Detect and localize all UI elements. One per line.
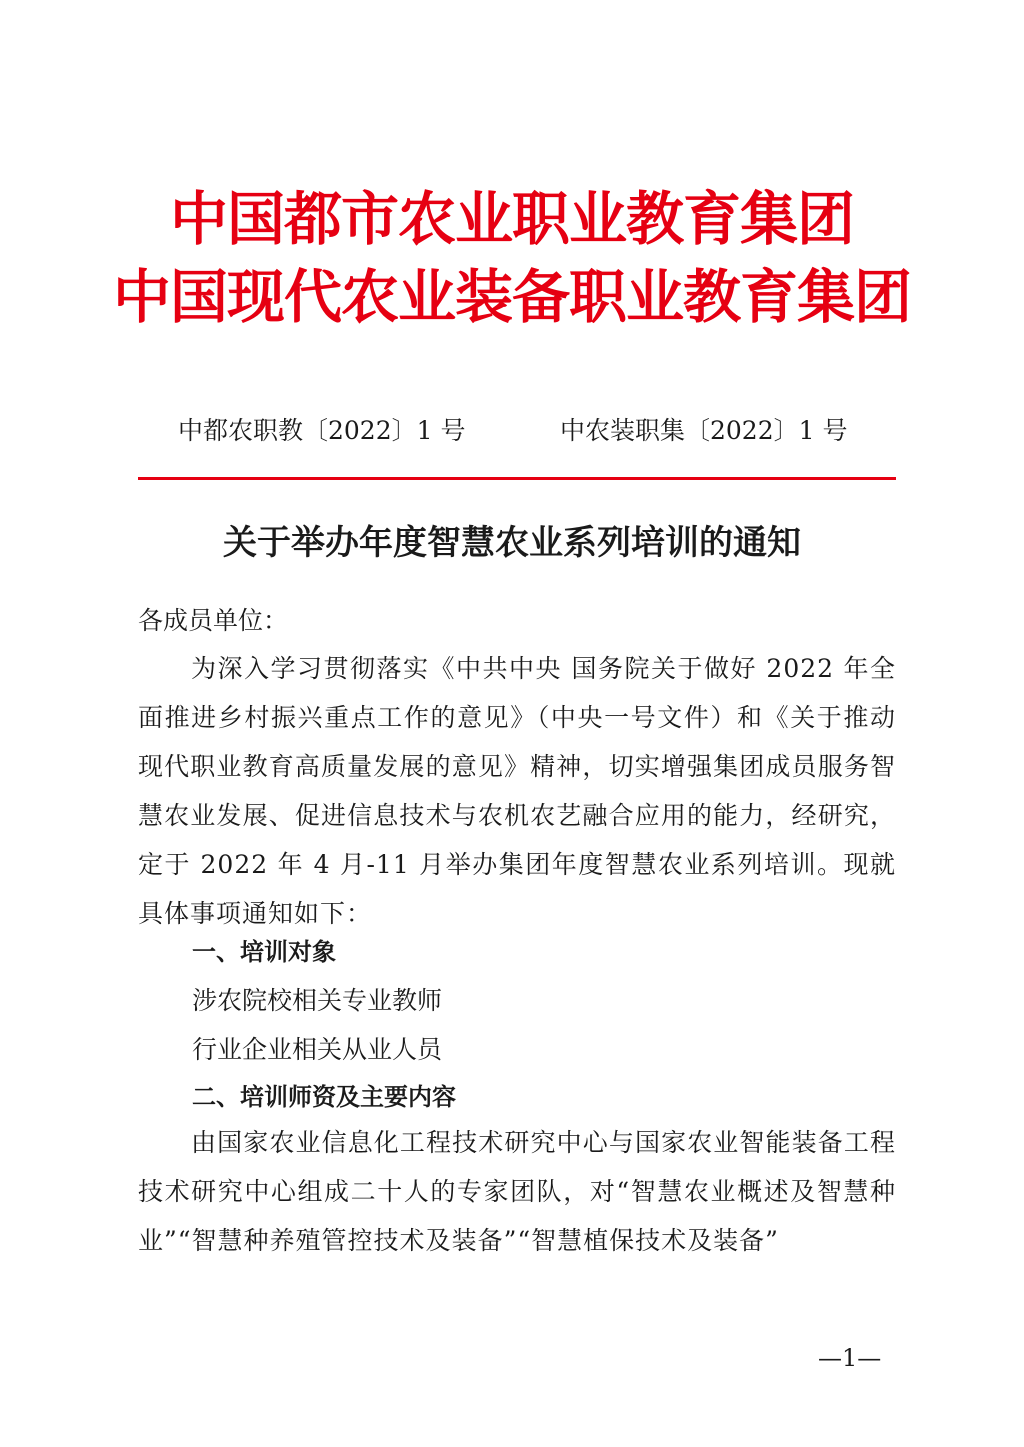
red-divider-line [138, 477, 896, 480]
faculty-paragraph: 由国家农业信息化工程技术研究中心与国家农业智能装备工程技术研究中心组成二十人的专家团队，对“智慧农业概述及智慧种业”“智慧种养殖管控技术及装备”“智慧植保技术及装备” [138, 1128, 896, 1255]
organization-title-2: 中国现代农业装备职业教育集团 [112, 263, 911, 331]
document-number-right: 中农装职集〔2022〕1 号 [560, 416, 848, 445]
list-item: 行业企业相关从业人员 [192, 1035, 443, 1064]
section-heading-training-targets: 一、培训对象 [192, 938, 336, 966]
section-heading-faculty-content: 二、培训师资及主要内容 [192, 1083, 456, 1111]
organization-title-1: 中国都市农业职业教育集团 [169, 185, 854, 253]
list-item: 涉农院校相关专业教师 [192, 986, 443, 1015]
document-number-left: 中都农职教〔2022〕1 号 [178, 416, 466, 445]
page-number: —1— [818, 1344, 882, 1372]
salutation: 各成员单位： [138, 606, 289, 635]
intro-paragraph: 为深入学习贯彻落实《中共中央 国务院关于做好 2022 年全面推进乡村振兴重点工作的意见》（中央一号文件）和《关于推动现代职业教育高质量发展的意见》精神，切实增强集团成员服务智慧农业发展、促进信息技术与农机农艺融合应用的能力，经研究，定于 2022 年 4 月-11 月举办集团年度智慧农业系列培训。现就具体事项通知如下： [138, 654, 896, 928]
notice-title: 关于举办年度智慧农业系列培训的通知 [223, 523, 801, 563]
